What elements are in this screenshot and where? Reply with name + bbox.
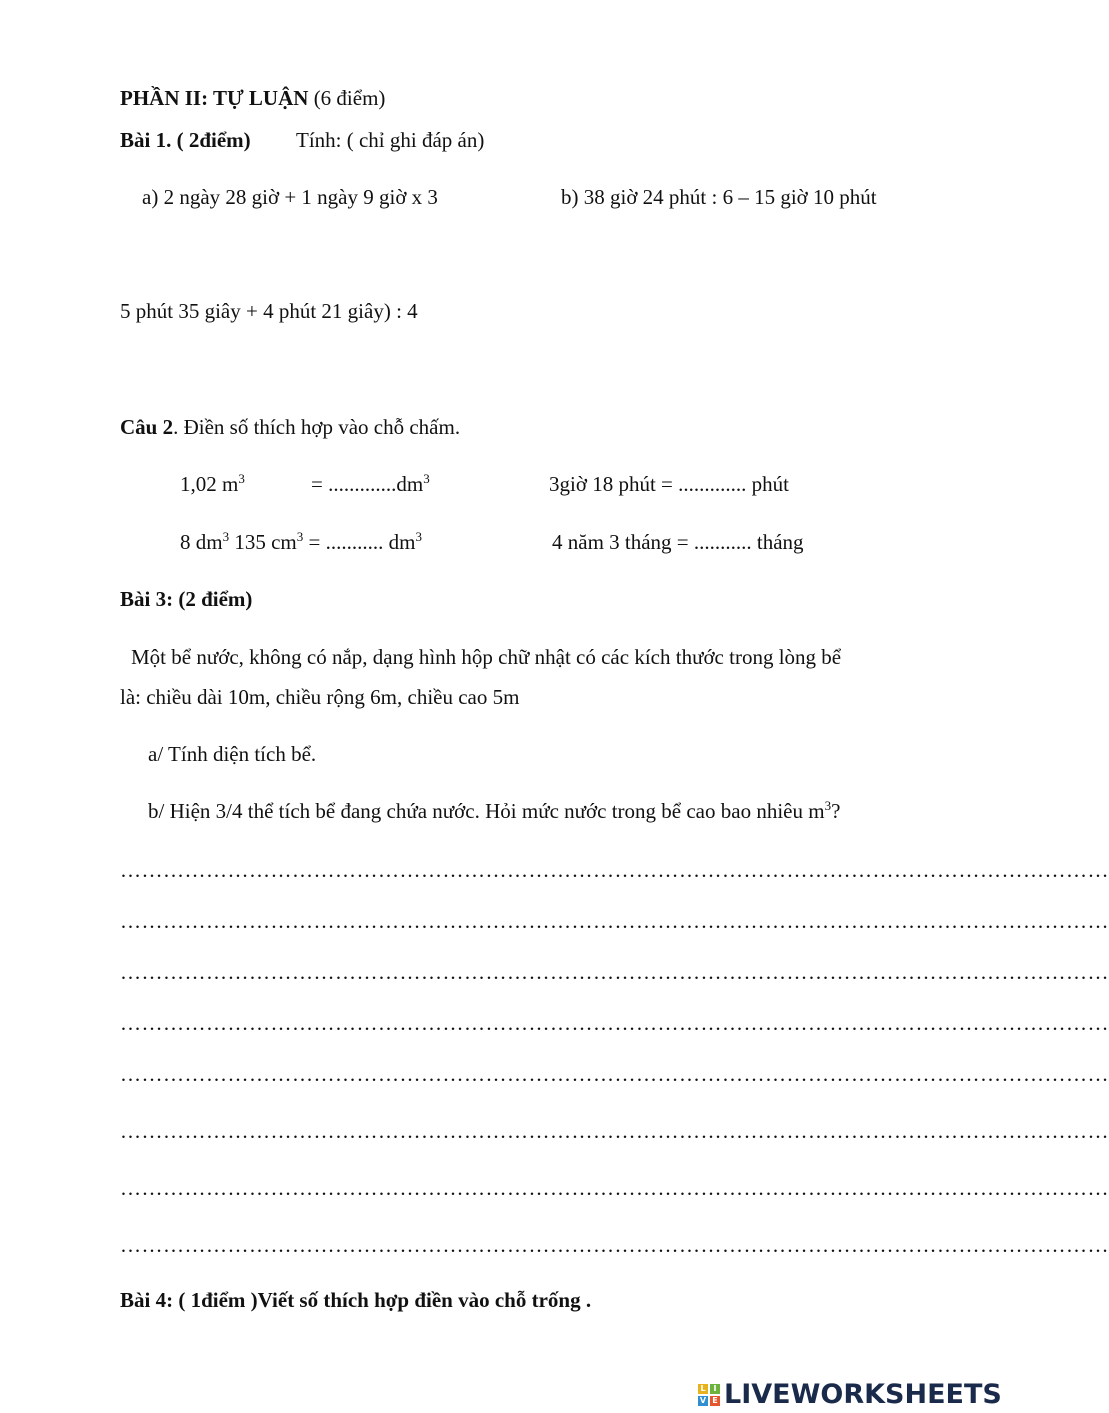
bai3-question-a: a/ Tính diện tích bể. [148, 742, 317, 766]
bai3-heading-line [120, 587, 252, 612]
section-title: PHẦN II: TỰ LUẬN (6 điểm) [120, 86, 386, 110]
bai1-part-c: 5 phút 35 giây + 4 phút 21 giây) : 4 [120, 299, 418, 323]
answer-line[interactable]: ………………………………………………………………………………………………………………………… [120, 1011, 1109, 1035]
bai1-heading-line [120, 128, 251, 153]
cau2-heading: Câu 2 [120, 415, 174, 439]
cau2-r1-left-b: = $.............dm^3$ [311, 471, 430, 496]
bai1-part-a: a) 2 ngày 28 giờ + 1 ngày 9 giờ x 3 [142, 185, 438, 209]
section-points: (6 điểm) [313, 86, 386, 110]
bai3-heading: Bài 3: (2 điểm) [120, 587, 253, 611]
cau2-instruction: . Điền số thích hợp vào chỗ chấm. [173, 415, 461, 439]
bai4-heading: Bài 4: ( 1điểm )Viết số thích hợp điền vào chỗ trống . [120, 1288, 592, 1312]
cau2-r2-left: 8 $dm^3$ 135 $cm^3$ = ........... $dm^3$ [180, 529, 422, 554]
answer-line[interactable]: ………………………………………………………………………………………………………………………… [120, 1233, 1109, 1257]
bai1-heading: Bài 1. ( 2điểm) [120, 128, 251, 152]
cau2-r1-right: 3giờ 18 phút = ............. phút [549, 472, 789, 496]
bai1-instruction: Tính: ( chỉ ghi đáp án) [296, 128, 485, 152]
bai3-question-b: b/ Hiện 3/4 thể tích bể đang chứa nước. Hỏi mức nước trong bể cao bao nhiêu $m^3$? [148, 798, 841, 823]
liveworksheets-logo [698, 1379, 1002, 1410]
bai4-heading-line [120, 1288, 591, 1313]
cau2-heading-line [120, 415, 460, 440]
answer-line[interactable]: ………………………………………………………………………………………………………………………… [120, 1176, 1109, 1200]
brand-name: LIVEWORKSHEETS [724, 1379, 1002, 1410]
bai3-line1: Một bể nước, không có nắp, dạng hình hộp chữ nhật có các kích thước trong lòng bể [131, 645, 842, 669]
answer-line[interactable]: ………………………………………………………………………………………………………………………… [120, 909, 1109, 933]
answer-line[interactable]: ………………………………………………………………………………………………………………………… [120, 1119, 1109, 1143]
answer-line[interactable]: ………………………………………………………………………………………………………………………… [120, 960, 1109, 984]
logo-grid-icon: L I V E [698, 1384, 720, 1406]
cau2-r1-left-a: 1,02 $m^3$ [180, 471, 245, 496]
cau2-r2-right: 4 năm 3 tháng = ........... tháng [552, 530, 804, 554]
bai3-line2: là: chiều dài 10m, chiều rộng 6m, chiều cao 5m [120, 685, 520, 709]
bai1-part-b: b) 38 giờ 24 phút : 6 – 15 giờ 10 phút [561, 185, 877, 209]
answer-line[interactable]: ………………………………………………………………………………………………………………………… [120, 858, 1109, 882]
answer-line[interactable]: ………………………………………………………………………………………………………………………… [120, 1062, 1109, 1086]
